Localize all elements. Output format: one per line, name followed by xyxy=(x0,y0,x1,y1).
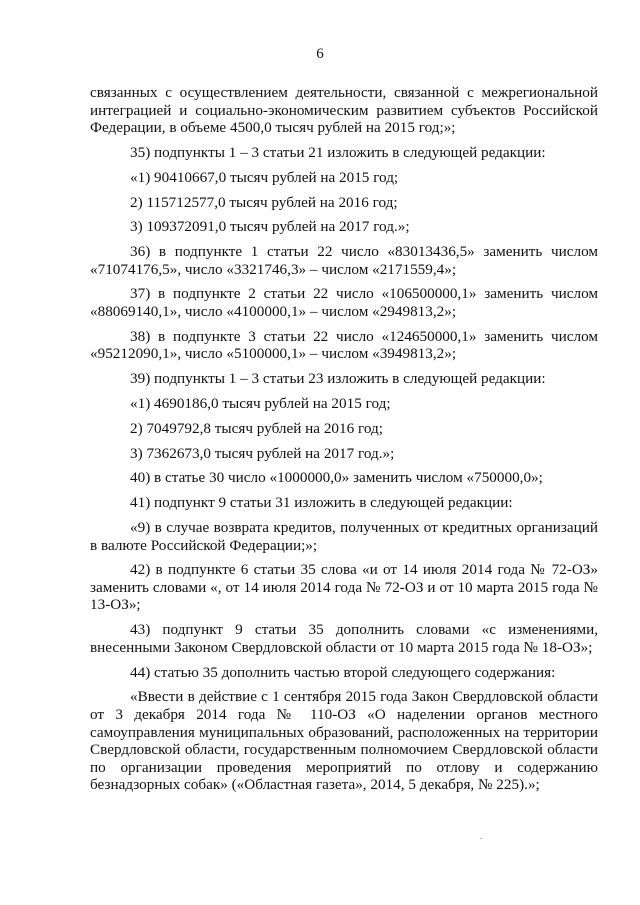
paragraph-item-40: 40) в статье 30 число «1000000,0» заменить числом «750000,0»; xyxy=(130,469,543,487)
paragraph-item-37: 37) в подпункте 2 статьи 22 число «106500000,1» заменить числом «88069140,1», число «4100000,1» – числом «2949813,2»; xyxy=(90,285,598,321)
paragraph-item-39-sub-2: 2) 7049792,8 тысяч рублей на 2016 год; xyxy=(130,419,383,437)
paragraph-item-44-text: «Ввести в действие с 1 сентября 2015 года Закон Свердловской области от 3 декабря 2014 года № 110-ОЗ «О наделении органов местного самоуправления муниципальных образований, расположенных на территории Свердловской области, государственным полномочием Свердловской области по организации проведения мероприятий по отлову и содержанию безнадзорных собак» («Областная газета», 2014, 5 декабря, № 225).»; xyxy=(90,688,598,794)
paragraph-item-38: 38) в подпункте 3 статьи 22 число «124650000,1» заменить числом «95212090,1», число «5100000,1» – числом «3949813,2»; xyxy=(90,327,598,363)
paragraph-item-36: 36) в подпункте 1 статьи 22 число «83013436,5» заменить числом «71074176,5», число «3321746,3» – числом «2171559,4»; xyxy=(90,243,598,278)
paragraph-item-43: 43) подпункт 9 статьи 35 дополнить словами «с изменениями, внесенными Законом Свердловской области от 10 марта 2015 года № 18-ОЗ»; xyxy=(90,621,598,656)
paragraph-item-39-sub-3: 3) 7362673,0 тысяч рублей на 2017 год.»; xyxy=(130,444,395,462)
paragraph-item-41: 41) подпункт 9 статьи 31 изложить в следующей редакции: xyxy=(130,494,513,512)
paragraph-item-35-sub-1: «1) 90410667,0 тысяч рублей на 2015 год; xyxy=(130,168,399,186)
paragraph-item-42: 42) в подпункте 6 статьи 35 слова «и от 14 июля 2014 года № 72-ОЗ» заменить словами «, от 14 июля 2014 года № 72-ОЗ и от 10 марта 2015 года № 13-ОЗ»; xyxy=(90,561,598,614)
paragraph-item-35-sub-3: 3) 109372091,0 тысяч рублей на 2017 год.»; xyxy=(130,218,410,236)
document-body xyxy=(90,84,598,794)
paragraph-item-35-sub-2: 2) 115712577,0 тысяч рублей на 2016 год; xyxy=(130,193,398,211)
paragraph-item-39-sub-1: «1) 4690186,0 тысяч рублей на 2015 год; xyxy=(130,395,391,412)
paragraph-item-35: 35) подпункты 1 – 3 статьи 21 изложить в следующей редакции: xyxy=(130,143,546,161)
paragraph-item-39: 39) подпункты 1 – 3 статьи 23 изложить в следующей редакции: xyxy=(130,370,546,388)
paragraph-item-41-text: «9) в случае возврата кредитов, полученных от кредитных организаций в валюте Российской Федерации;»; xyxy=(90,518,598,554)
paragraph-item-44: 44) статью 35 дополнить частью второй следующего содержания: xyxy=(130,663,556,681)
page-number: 6 xyxy=(316,46,324,62)
paragraph-continuation: связанных с осуществлением деятельности, связанной с межрегиональной интеграцией и социально-экономическим развитием субъектов Российской Федерации, в объеме 4500,0 тысяч рублей на 2015 год;»; xyxy=(90,84,598,137)
scan-artifact xyxy=(480,838,482,839)
